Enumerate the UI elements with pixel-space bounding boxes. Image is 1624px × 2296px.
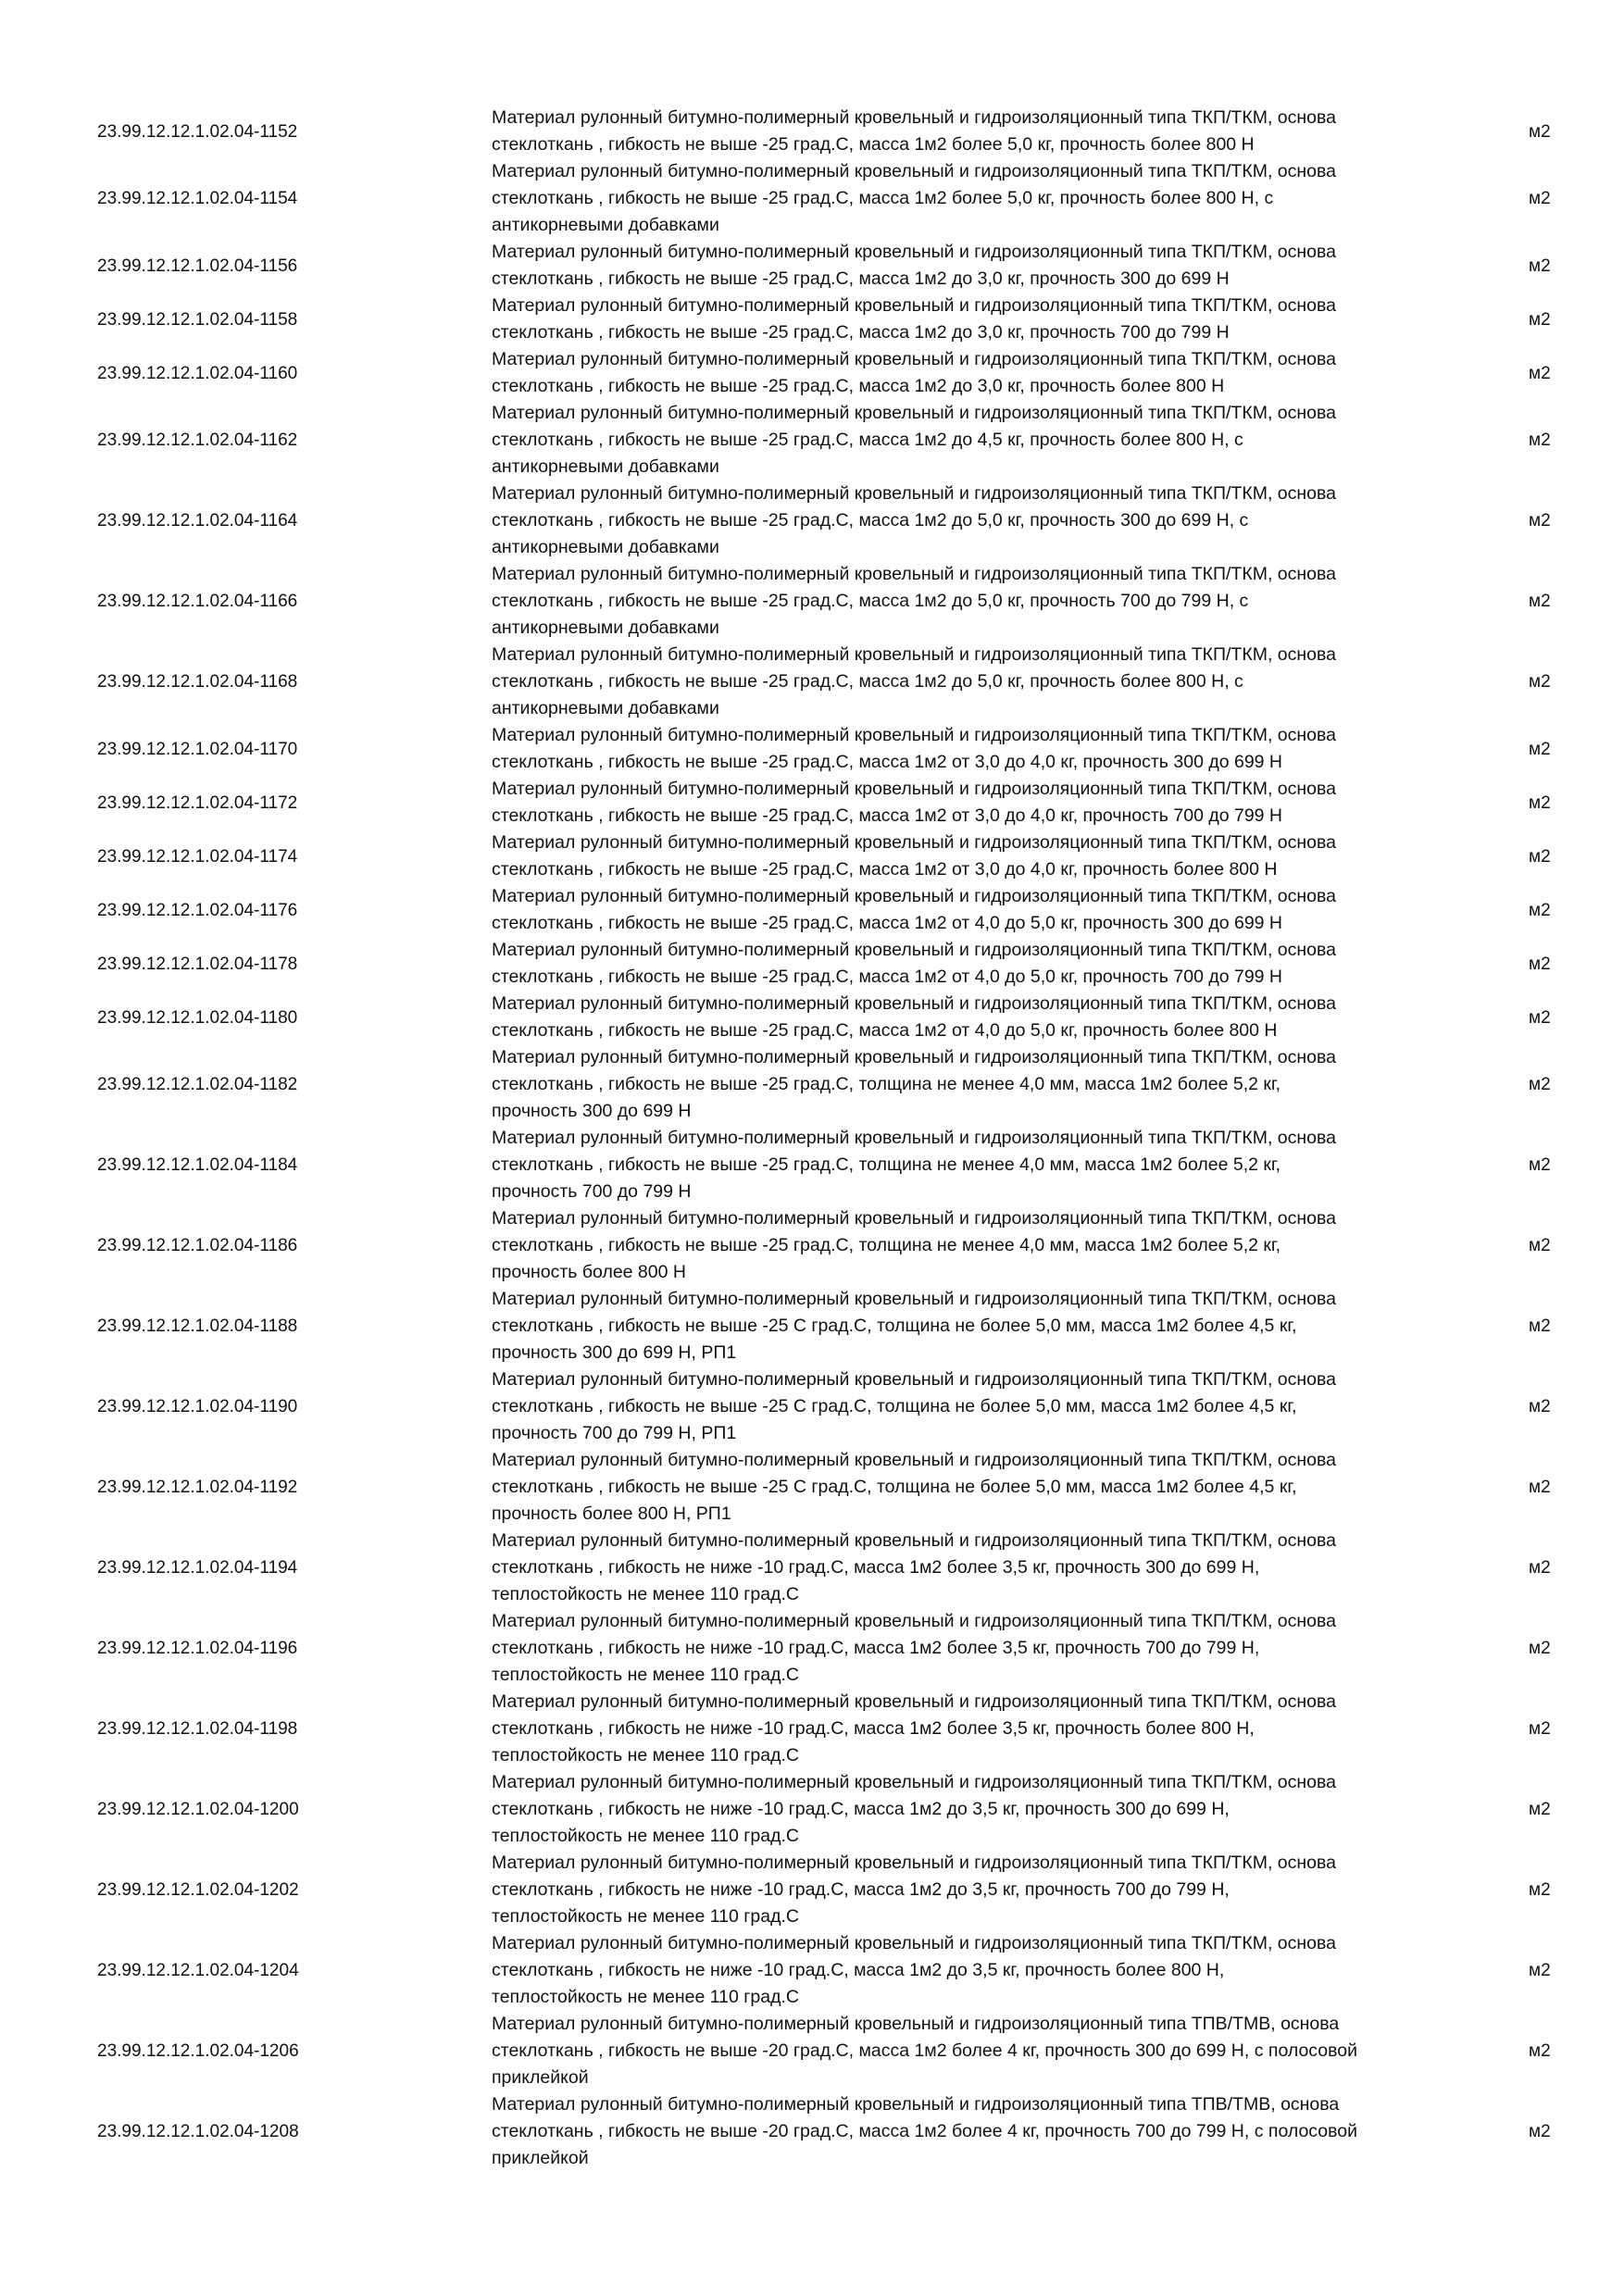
item-description bbox=[492, 1205, 1455, 1286]
item-unit: м2 bbox=[1529, 1880, 1551, 1900]
item-code: 23.99.12.12.1.02.04-1208 bbox=[97, 2122, 299, 2141]
item-description bbox=[492, 1930, 1455, 2011]
item-description bbox=[492, 293, 1455, 346]
description-line: Материал рулонный битумно-полимерный кровельный и гидроизоляционный типа ТКП/ТКМ, основа bbox=[492, 1611, 1336, 1631]
description-line: стеклоткань , гибкость не выше -25 град.С, масса 1м2 до 3,0 кг, прочность 300 до 699 Н bbox=[492, 268, 1230, 289]
description-line: Материал рулонный битумно-полимерный кровельный и гидроизоляционный типа ТКП/ТКМ, основа bbox=[492, 1530, 1336, 1551]
item-code: 23.99.12.12.1.02.04-1152 bbox=[97, 121, 298, 142]
item-unit: м2 bbox=[1529, 430, 1551, 450]
description-line: теплостойкость не менее 110 град.С bbox=[492, 1826, 799, 1846]
item-code: 23.99.12.12.1.02.04-1166 bbox=[97, 592, 298, 611]
description-line: стеклоткань , гибкость не выше -25 град.С, масса 1м2 более 5,0 кг, прочность более 800 Н bbox=[492, 134, 1255, 155]
description-line: Материал рулонный битумно-полимерный кровельный и гидроизоляционный типа ТКП/ТКМ, основа bbox=[492, 1933, 1336, 1953]
description-line: Материал рулонный битумно-полимерный кровельный и гидроизоляционный типа ТКП/ТКМ, основа bbox=[492, 886, 1336, 906]
description-line: Материал рулонный битумно-полимерный кровельный и гидроизоляционный типа ТКП/ТКМ, основа bbox=[492, 1853, 1336, 1873]
item-code: 23.99.12.12.1.02.04-1158 bbox=[97, 309, 298, 330]
item-code: 23.99.12.12.1.02.04-1202 bbox=[97, 1880, 299, 1900]
table-row bbox=[0, 937, 1624, 991]
description-line: Материал рулонный битумно-полимерный кровельный и гидроизоляционный типа ТКП/ТКМ, основа bbox=[492, 1047, 1336, 1067]
table-row bbox=[0, 991, 1624, 1044]
item-code: 23.99.12.12.1.02.04-1172 bbox=[97, 792, 298, 813]
table-row bbox=[0, 561, 1624, 642]
description-line: Материал рулонный битумно-полимерный кровельный и гидроизоляционный типа ТКП/ТКМ, основа bbox=[492, 242, 1336, 262]
description-line: стеклоткань , гибкость не выше -25 град.С, масса 1м2 от 4,0 до 5,0 кг, прочность 700 до 799 Н bbox=[492, 967, 1283, 987]
item-description bbox=[492, 1366, 1455, 1447]
description-line: Материал рулонный битумно-полимерный кровельный и гидроизоляционный типа ТКП/ТКМ, основа bbox=[492, 161, 1336, 181]
description-line: прочность более 800 Н bbox=[492, 1262, 686, 1282]
description-line: Материал рулонный битумно-полимерный кровельный и гидроизоляционный типа ТКП/ТКМ, основа bbox=[492, 725, 1336, 745]
item-description bbox=[492, 1447, 1455, 1528]
table-row bbox=[0, 2091, 1624, 2172]
description-line: Материал рулонный битумно-полимерный кровельный и гидроизоляционный типа ТКП/ТКМ, основа bbox=[492, 1450, 1336, 1470]
table-row bbox=[0, 1286, 1624, 1366]
item-unit: м2 bbox=[1529, 592, 1551, 611]
item-description bbox=[492, 1125, 1455, 1205]
description-line: Материал рулонный битумно-полимерный кровельный и гидроизоляционный типа ТКП/ТКМ, основа bbox=[492, 403, 1336, 423]
item-unit: м2 bbox=[1529, 846, 1551, 867]
item-unit: м2 bbox=[1529, 1316, 1551, 1336]
table-row bbox=[0, 1125, 1624, 1205]
description-line: Материал рулонный битумно-полимерный кровельный и гидроизоляционный типа ТКП/ТКМ, основа bbox=[492, 349, 1336, 369]
table-row bbox=[0, 883, 1624, 937]
item-description bbox=[492, 830, 1455, 883]
item-description bbox=[492, 1044, 1455, 1125]
item-unit: м2 bbox=[1529, 1397, 1551, 1416]
item-unit: м2 bbox=[1529, 1800, 1551, 1819]
description-line: антикорневыми добавками bbox=[492, 537, 719, 557]
item-description bbox=[492, 1850, 1455, 1930]
table-row bbox=[0, 1044, 1624, 1125]
item-unit: м2 bbox=[1529, 511, 1551, 530]
item-description bbox=[492, 776, 1455, 830]
table-row bbox=[0, 1608, 1624, 1689]
item-description bbox=[492, 1528, 1455, 1608]
table-row bbox=[0, 722, 1624, 776]
table-row bbox=[0, 239, 1624, 293]
item-code: 23.99.12.12.1.02.04-1178 bbox=[97, 954, 298, 974]
item-description bbox=[492, 346, 1455, 400]
item-description bbox=[492, 642, 1455, 722]
description-line: антикорневыми добавками bbox=[492, 618, 719, 638]
table-row bbox=[0, 480, 1624, 561]
description-line: стеклоткань , гибкость не выше -20 град.С, масса 1м2 более 4 кг, прочность 300 до 699 Н, с полосовой bbox=[492, 2040, 1358, 2061]
description-line: стеклоткань , гибкость не выше -25 град.С, масса 1м2 до 3,0 кг, прочность более 800 Н bbox=[492, 376, 1225, 396]
item-unit: м2 bbox=[1529, 256, 1551, 276]
description-line: антикорневыми добавками bbox=[492, 698, 719, 718]
table-row bbox=[0, 1850, 1624, 1930]
description-line: стеклоткань , гибкость не выше -25 град.С, масса 1м2 до 5,0 кг, прочность 300 до 699 Н, с bbox=[492, 510, 1249, 530]
item-unit: м2 bbox=[1529, 1558, 1551, 1578]
description-line: стеклоткань , гибкость не ниже -10 град.С, масса 1м2 более 3,5 кг, прочность 300 до 699 Н, bbox=[492, 1557, 1260, 1578]
description-line: стеклоткань , гибкость не выше -25 град.С, масса 1м2 от 3,0 до 4,0 кг, прочность 300 до 699 Н bbox=[492, 752, 1283, 772]
item-description bbox=[492, 937, 1455, 991]
item-unit: м2 bbox=[1529, 1478, 1551, 1497]
description-line: Материал рулонный битумно-полимерный кровельный и гидроизоляционный типа ТКП/ТКМ, основа bbox=[492, 483, 1336, 504]
item-unit: м2 bbox=[1529, 792, 1551, 813]
item-code: 23.99.12.12.1.02.04-1192 bbox=[97, 1478, 298, 1497]
item-unit: м2 bbox=[1529, 121, 1551, 142]
description-line: стеклоткань , гибкость не выше -25 град.С, масса 1м2 до 4,5 кг, прочность более 800 Н, с bbox=[492, 430, 1243, 450]
item-description bbox=[492, 561, 1455, 642]
description-line: стеклоткань , гибкость не выше -25 град.С, масса 1м2 до 5,0 кг, прочность более 800 Н, с bbox=[492, 671, 1243, 692]
description-line: Материал рулонный битумно-полимерный кровельный и гидроизоляционный типа ТКП/ТКМ, основа bbox=[492, 940, 1336, 960]
item-unit: м2 bbox=[1529, 1155, 1551, 1175]
item-unit: м2 bbox=[1529, 672, 1551, 692]
description-line: Материал рулонный битумно-полимерный кровельный и гидроизоляционный типа ТКП/ТКМ, основа bbox=[492, 1208, 1336, 1229]
table-row bbox=[0, 1447, 1624, 1528]
description-line: прочность 300 до 699 Н, РП1 bbox=[492, 1342, 737, 1363]
description-line: стеклоткань , гибкость не выше -25 град.С, масса 1м2 от 4,0 до 5,0 кг, прочность 300 до 699 Н bbox=[492, 913, 1283, 933]
item-unit: м2 bbox=[1529, 1719, 1551, 1739]
item-code: 23.99.12.12.1.02.04-1196 bbox=[97, 1639, 298, 1658]
description-line: Материал рулонный битумно-полимерный кровельный и гидроизоляционный типа ТКП/ТКМ, основа bbox=[492, 779, 1336, 799]
item-unit: м2 bbox=[1529, 309, 1551, 330]
description-line: Материал рулонный битумно-полимерный кровельный и гидроизоляционный типа ТКП/ТКМ, основа bbox=[492, 295, 1336, 316]
description-line: Материал рулонный битумно-полимерный кровельный и гидроизоляционный типа ТКП/ТКМ, основа bbox=[492, 107, 1336, 128]
table-row bbox=[0, 642, 1624, 722]
item-unit: м2 bbox=[1529, 1961, 1551, 1980]
table-row bbox=[0, 1769, 1624, 1850]
item-description bbox=[492, 991, 1455, 1044]
table-row bbox=[0, 1528, 1624, 1608]
item-code: 23.99.12.12.1.02.04-1170 bbox=[97, 739, 298, 759]
item-code: 23.99.12.12.1.02.04-1160 bbox=[97, 363, 298, 383]
item-code: 23.99.12.12.1.02.04-1198 bbox=[97, 1719, 298, 1739]
description-line: Материал рулонный битумно-полимерный кровельный и гидроизоляционный типа ТПВ/ТМВ, основа bbox=[492, 2014, 1340, 2034]
table-row bbox=[0, 1689, 1624, 1769]
description-line: теплостойкость не менее 110 град.С bbox=[492, 1906, 799, 1927]
description-line: прочность более 800 Н, РП1 bbox=[492, 1504, 731, 1524]
table-row bbox=[0, 1205, 1624, 1286]
table-row bbox=[0, 830, 1624, 883]
item-description bbox=[492, 1286, 1455, 1366]
description-line: стеклоткань , гибкость не выше -25 град.С, толщина не менее 4,0 мм, масса 1м2 более 5,2 кг, bbox=[492, 1235, 1281, 1255]
description-line: стеклоткань , гибкость не ниже -10 град.С, масса 1м2 более 3,5 кг, прочность более 800 Н, bbox=[492, 1718, 1255, 1739]
description-line: антикорневыми добавками bbox=[492, 215, 719, 235]
item-description bbox=[492, 158, 1455, 239]
item-code: 23.99.12.12.1.02.04-1188 bbox=[97, 1316, 298, 1336]
table-row bbox=[0, 2011, 1624, 2091]
item-unit: м2 bbox=[1529, 2041, 1551, 2061]
description-line: стеклоткань , гибкость не ниже -10 град.С, масса 1м2 до 3,5 кг, прочность более 800 Н, bbox=[492, 1960, 1225, 1980]
description-line: Материал рулонный битумно-полимерный кровельный и гидроизоляционный типа ТКП/ТКМ, основа bbox=[492, 1289, 1336, 1309]
description-line: Материал рулонный битумно-полимерный кровельный и гидроизоляционный типа ТКП/ТКМ, основа bbox=[492, 1691, 1336, 1712]
table-row bbox=[0, 1930, 1624, 2011]
description-line: стеклоткань , гибкость не выше -25 град.С, толщина не менее 4,0 мм, масса 1м2 более 5,2 кг, bbox=[492, 1154, 1281, 1175]
description-line: прочность 700 до 799 Н, РП1 bbox=[492, 1423, 737, 1443]
description-line: стеклоткань , гибкость не ниже -10 град.С, масса 1м2 до 3,5 кг, прочность 700 до 799 Н, bbox=[492, 1879, 1230, 1900]
item-description bbox=[492, 480, 1455, 561]
description-line: прочность 300 до 699 Н bbox=[492, 1101, 692, 1121]
description-line: прочность 700 до 799 Н bbox=[492, 1181, 692, 1202]
description-line: теплостойкость не менее 110 град.С bbox=[492, 1584, 799, 1604]
item-description bbox=[492, 105, 1455, 158]
item-code: 23.99.12.12.1.02.04-1204 bbox=[97, 1961, 299, 1980]
item-code: 23.99.12.12.1.02.04-1168 bbox=[97, 672, 298, 692]
table-row bbox=[0, 105, 1624, 158]
item-code: 23.99.12.12.1.02.04-1194 bbox=[97, 1558, 298, 1578]
description-line: антикорневыми добавками bbox=[492, 456, 719, 477]
description-line: Материал рулонный битумно-полимерный кровельный и гидроизоляционный типа ТКП/ТКМ, основа bbox=[492, 564, 1336, 584]
description-line: теплостойкость не менее 110 град.С bbox=[492, 1665, 799, 1685]
item-code: 23.99.12.12.1.02.04-1180 bbox=[97, 1007, 298, 1028]
description-line: Материал рулонный битумно-полимерный кровельный и гидроизоляционный типа ТКП/ТКМ, основа bbox=[492, 1772, 1336, 1792]
description-line: стеклоткань , гибкость не выше -25 С град.С, толщина не более 5,0 мм, масса 1м2 более 4,5 кг, bbox=[492, 1396, 1297, 1416]
item-description bbox=[492, 239, 1455, 293]
item-description bbox=[492, 883, 1455, 937]
description-line: Материал рулонный битумно-полимерный кровельный и гидроизоляционный типа ТКП/ТКМ, основа bbox=[492, 1128, 1336, 1148]
item-code: 23.99.12.12.1.02.04-1182 bbox=[97, 1075, 298, 1094]
description-line: стеклоткань , гибкость не выше -25 град.С, толщина не менее 4,0 мм, масса 1м2 более 5,2 кг, bbox=[492, 1074, 1281, 1094]
description-line: стеклоткань , гибкость не ниже -10 град.С, масса 1м2 более 3,5 кг, прочность 700 до 799 Н, bbox=[492, 1638, 1260, 1658]
description-line: Материал рулонный битумно-полимерный кровельный и гидроизоляционный типа ТКП/ТКМ, основа bbox=[492, 1369, 1336, 1390]
item-description bbox=[492, 722, 1455, 776]
table-row bbox=[0, 776, 1624, 830]
description-line: стеклоткань , гибкость не выше -20 град.С, масса 1м2 более 4 кг, прочность 700 до 799 Н, с полосовой bbox=[492, 2121, 1358, 2141]
description-line: стеклоткань , гибкость не выше -25 С град.С, толщина не более 5,0 мм, масса 1м2 более 4,5 кг, bbox=[492, 1316, 1297, 1336]
item-code: 23.99.12.12.1.02.04-1190 bbox=[97, 1397, 298, 1416]
description-line: Материал рулонный битумно-полимерный кровельный и гидроизоляционный типа ТПВ/ТМВ, основа bbox=[492, 2094, 1340, 2115]
description-line: стеклоткань , гибкость не выше -25 град.С, масса 1м2 от 4,0 до 5,0 кг, прочность более 800 Н bbox=[492, 1020, 1278, 1041]
description-line: Материал рулонный битумно-полимерный кровельный и гидроизоляционный типа ТКП/ТКМ, основа bbox=[492, 832, 1336, 853]
table-row bbox=[0, 293, 1624, 346]
item-code: 23.99.12.12.1.02.04-1162 bbox=[97, 430, 298, 450]
description-line: стеклоткань , гибкость не выше -25 град.С, масса 1м2 от 3,0 до 4,0 кг, прочность 700 до 799 Н bbox=[492, 805, 1283, 826]
description-line: стеклоткань , гибкость не ниже -10 град.С, масса 1м2 до 3,5 кг, прочность 300 до 699 Н, bbox=[492, 1799, 1230, 1819]
item-code: 23.99.12.12.1.02.04-1164 bbox=[97, 511, 298, 530]
description-line: приклейкой bbox=[492, 2148, 589, 2168]
description-line: Материал рулонный битумно-полимерный кровельный и гидроизоляционный типа ТКП/ТКМ, основа bbox=[492, 993, 1336, 1014]
item-code: 23.99.12.12.1.02.04-1206 bbox=[97, 2041, 299, 2061]
table-row bbox=[0, 346, 1624, 400]
item-code: 23.99.12.12.1.02.04-1200 bbox=[97, 1800, 299, 1819]
item-unit: м2 bbox=[1529, 739, 1551, 759]
item-code: 23.99.12.12.1.02.04-1176 bbox=[97, 900, 298, 920]
item-description bbox=[492, 1608, 1455, 1689]
item-unit: м2 bbox=[1529, 954, 1551, 974]
description-line: стеклоткань , гибкость не выше -25 град.С, масса 1м2 более 5,0 кг, прочность более 800 Н, с bbox=[492, 188, 1274, 208]
description-line: теплостойкость не менее 110 град.С bbox=[492, 1745, 799, 1766]
item-unit: м2 bbox=[1529, 1639, 1551, 1658]
description-line: Материал рулонный битумно-полимерный кровельный и гидроизоляционный типа ТКП/ТКМ, основа bbox=[492, 644, 1336, 665]
description-line: приклейкой bbox=[492, 2067, 589, 2088]
item-description bbox=[492, 2011, 1455, 2091]
item-code: 23.99.12.12.1.02.04-1184 bbox=[97, 1155, 298, 1175]
description-line: стеклоткань , гибкость не выше -25 град.С, масса 1м2 от 3,0 до 4,0 кг, прочность более 800 Н bbox=[492, 859, 1278, 880]
description-line: стеклоткань , гибкость не выше -25 град.С, масса 1м2 до 3,0 кг, прочность 700 до 799 Н bbox=[492, 322, 1230, 343]
item-unit: м2 bbox=[1529, 900, 1551, 920]
item-unit: м2 bbox=[1529, 1007, 1551, 1028]
item-description bbox=[492, 1769, 1455, 1850]
item-unit: м2 bbox=[1529, 363, 1551, 383]
table-row bbox=[0, 1366, 1624, 1447]
table-row bbox=[0, 158, 1624, 239]
item-code: 23.99.12.12.1.02.04-1154 bbox=[97, 189, 298, 208]
item-unit: м2 bbox=[1529, 2122, 1551, 2141]
item-unit: м2 bbox=[1529, 1075, 1551, 1094]
item-description bbox=[492, 400, 1455, 480]
item-code: 23.99.12.12.1.02.04-1174 bbox=[97, 846, 298, 867]
item-code: 23.99.12.12.1.02.04-1186 bbox=[97, 1236, 298, 1255]
description-line: стеклоткань , гибкость не выше -25 град.С, масса 1м2 до 5,0 кг, прочность 700 до 799 Н, с bbox=[492, 591, 1249, 611]
item-unit: м2 bbox=[1529, 189, 1551, 208]
description-line: теплостойкость не менее 110 град.С bbox=[492, 1987, 799, 2007]
item-description bbox=[492, 2091, 1455, 2172]
item-unit: м2 bbox=[1529, 1236, 1551, 1255]
item-description bbox=[492, 1689, 1455, 1769]
table-row bbox=[0, 400, 1624, 480]
description-line: стеклоткань , гибкость не выше -25 С град.С, толщина не более 5,0 мм, масса 1м2 более 4,5 кг, bbox=[492, 1477, 1297, 1497]
item-code: 23.99.12.12.1.02.04-1156 bbox=[97, 256, 298, 276]
